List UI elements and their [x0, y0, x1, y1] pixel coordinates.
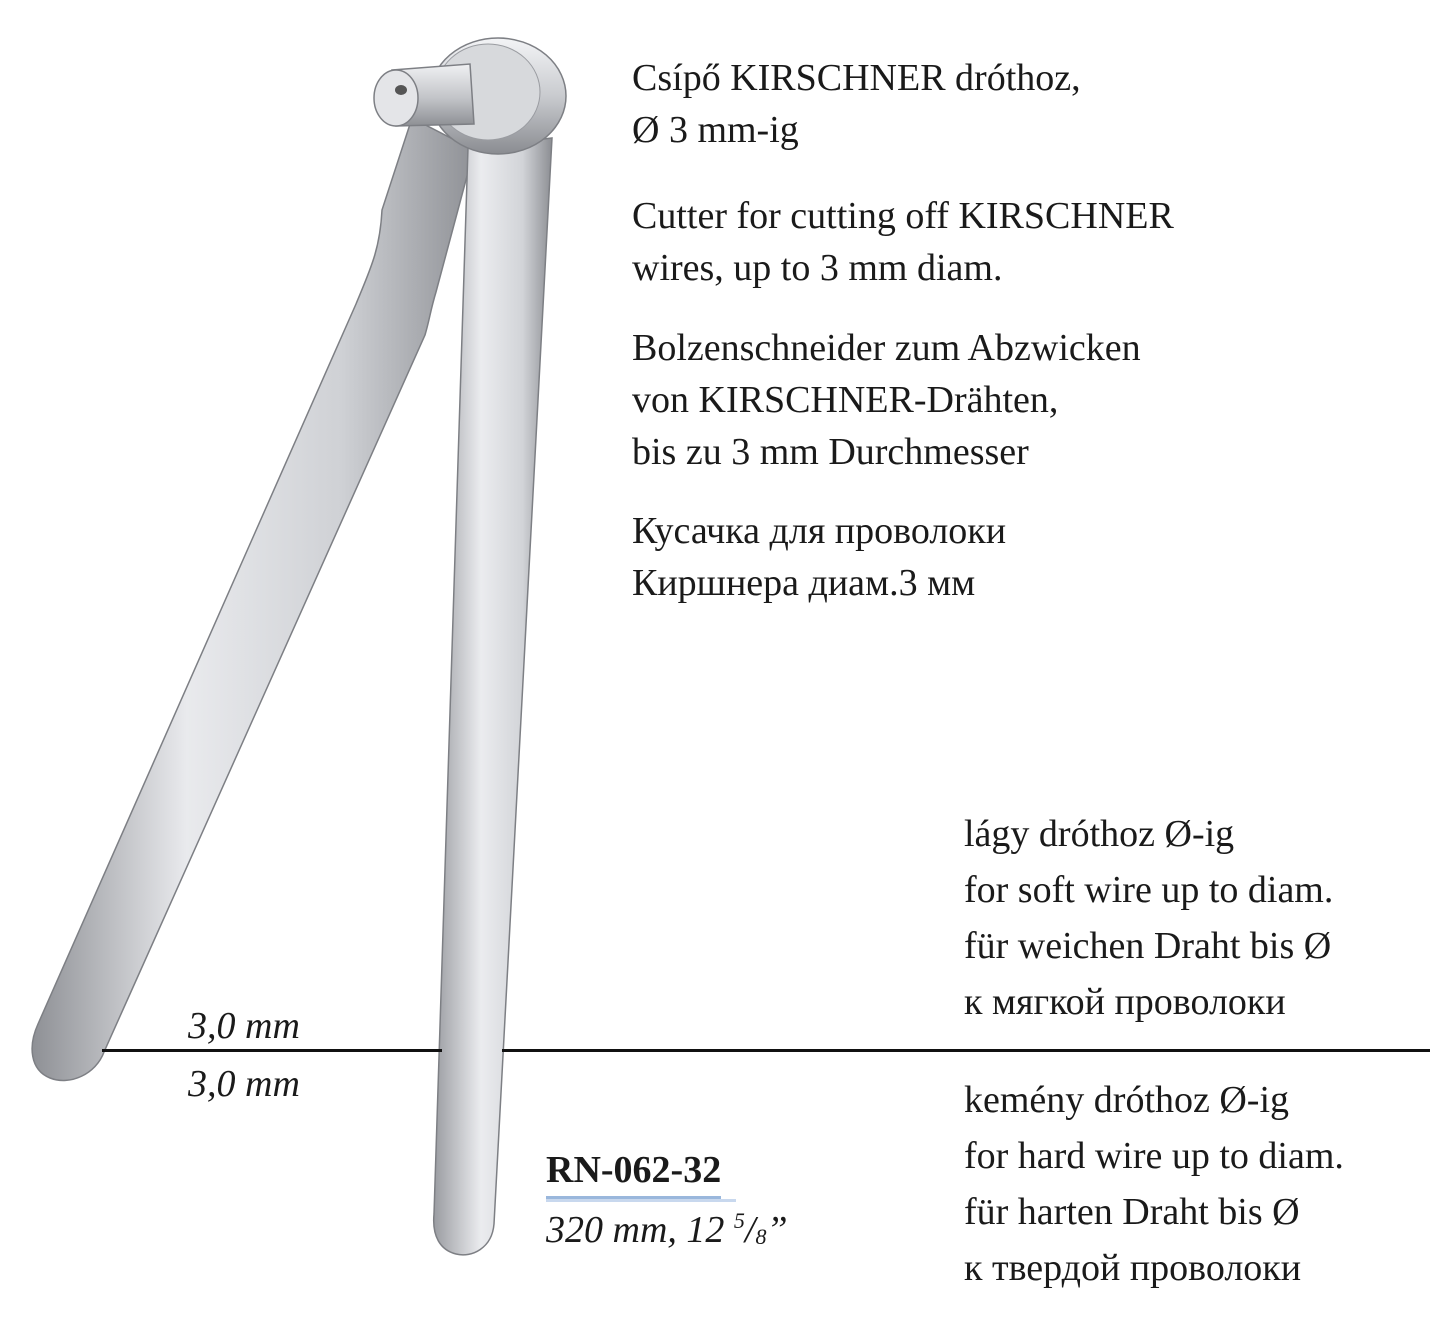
product-code-underline — [546, 1199, 736, 1202]
product-size: 320 mm, 12 $^5/_8$” — [546, 1208, 788, 1251]
text-line: к твердой проволоки — [964, 1247, 1302, 1289]
text-line: Ø 3 mm-ig — [632, 109, 799, 151]
left-handle — [32, 118, 474, 1080]
product-code: RN-062-32 — [546, 1148, 721, 1199]
divider-line — [102, 1049, 442, 1052]
text-line: lágy dróthoz Ø-ig — [964, 813, 1235, 855]
size-fraction-numerator: 5 — [733, 1208, 745, 1233]
size-text: 320 mm, 12 — [546, 1209, 734, 1251]
soft-wire-dimension: 3,0 mm — [188, 1005, 300, 1047]
soft-wire-label — [964, 806, 1333, 1030]
text-line: for hard wire up to diam. — [964, 1135, 1344, 1177]
text-line: к мягкой проволоки — [964, 981, 1286, 1023]
description-german — [632, 322, 1141, 478]
description-english — [632, 190, 1174, 294]
hard-wire-label — [964, 1072, 1344, 1296]
inch-mark: ” — [766, 1209, 788, 1251]
text-line: von KIRSCHNER-Drähten, — [632, 379, 1059, 421]
text-line: Киршнера диам.3 мм — [632, 562, 976, 604]
right-handle — [434, 138, 552, 1255]
cutting-head — [374, 38, 566, 154]
text-line: für weichen Draht bis Ø — [964, 925, 1332, 967]
text-line: kemény dróthoz Ø-ig — [964, 1079, 1290, 1121]
hard-wire-dimension: 3,0 mm — [188, 1063, 300, 1105]
text-line: Bolzenschneider zum Abzwicken — [632, 327, 1141, 369]
description-hungarian — [632, 52, 1081, 156]
text-line: bis zu 3 mm Durchmesser — [632, 431, 1029, 473]
text-line: für harten Draht bis Ø — [964, 1191, 1300, 1233]
text-line: Csípő KIRSCHNER dróthoz, — [632, 57, 1081, 99]
text-line: for soft wire up to diam. — [964, 869, 1334, 911]
text-line: Cutter for cutting off KIRSCHNER — [632, 195, 1174, 237]
size-fraction-denominator: 8 — [755, 1224, 767, 1249]
text-line: Кусачка для проволоки — [632, 510, 1007, 552]
description-russian — [632, 505, 1006, 609]
text-line: wires, up to 3 mm diam. — [632, 247, 1003, 289]
divider-line — [502, 1049, 1430, 1052]
